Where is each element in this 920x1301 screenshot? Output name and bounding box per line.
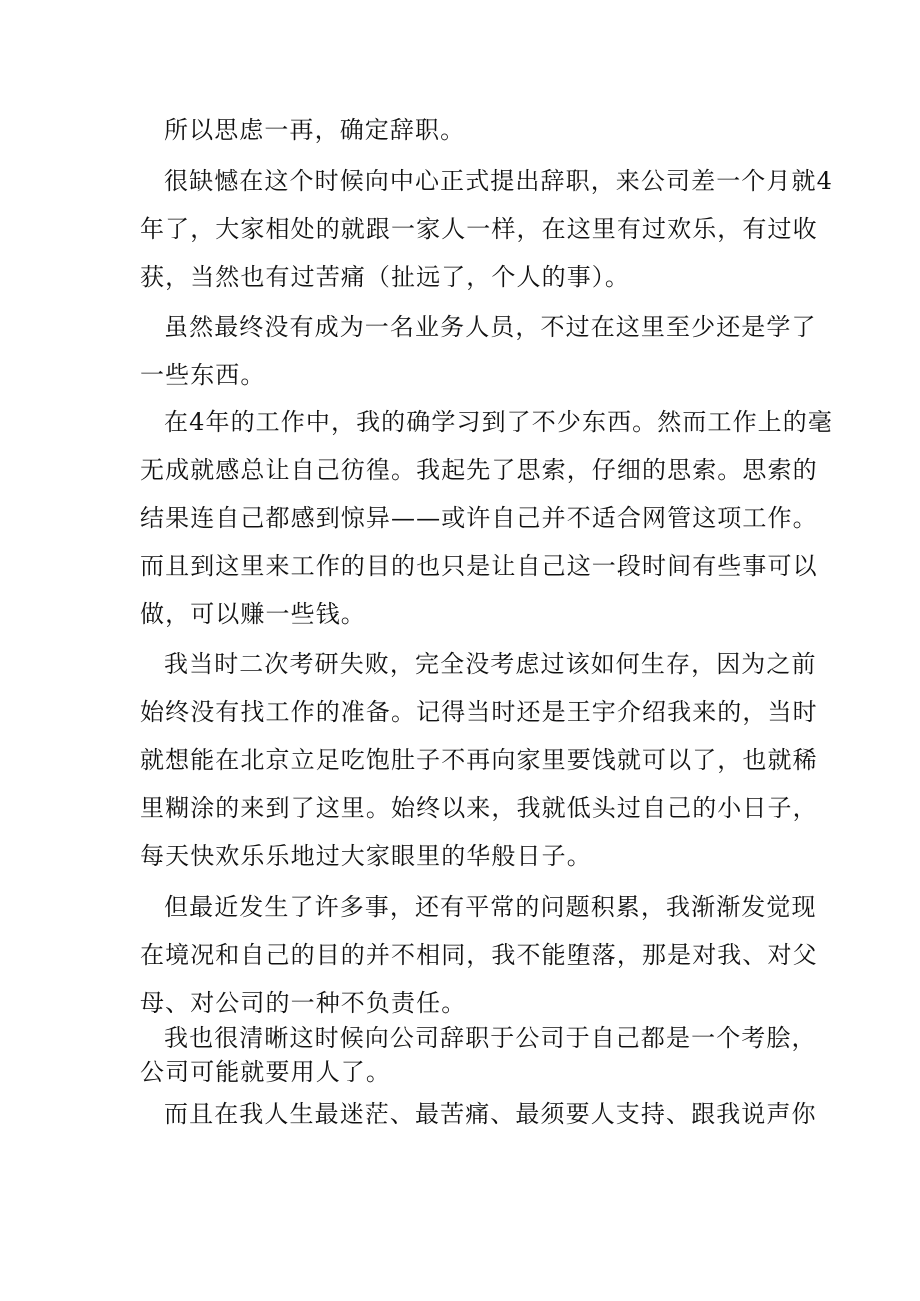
- paragraph-7: [140, 1021, 817, 1089]
- paragraph-5: [140, 640, 818, 880]
- text-line: 做，可以赚一些钱。: [140, 600, 366, 628]
- paragraph-6: [140, 883, 818, 1027]
- paragraph-8: [140, 1090, 817, 1138]
- text-line: 我也很清晰这时候向公司辞职于公司于自己都是一个考脍，: [164, 1024, 817, 1052]
- text-line: 而且到这里来工作的目的也只是让自己这一段时间有些事可以: [140, 552, 818, 580]
- text-line: 获，当然也有过苦痛（扯远了，个人的事）。: [140, 263, 630, 291]
- paragraph-4: [140, 398, 833, 638]
- paragraph-2: [140, 157, 833, 301]
- paragraph-3: [140, 303, 817, 399]
- text-line: 公司可能就要用人了。: [140, 1058, 391, 1086]
- text-line: 年了，大家相处的就跟一家人一样，在这里有过欢乐，有过收: [140, 215, 818, 243]
- text-line: 里糊涂的来到了这里。始终以来，我就低头过自己的小日子，: [140, 794, 818, 822]
- text-line: 就想能在北京立足吃饱肚子不再向家里要饯就可以了，也就稀: [140, 746, 818, 774]
- text-line: 所以思虑一再，确定辞职。: [164, 116, 466, 144]
- text-line: 但最近发生了许多事，还有平常的问题积累，我渐渐发觉现: [164, 893, 817, 921]
- text-line: 而且在我人生最迷茫、最苦痛、最须要人支持、跟我说声你: [164, 1100, 817, 1128]
- text-line: 每天快欢乐乐地过大家眼里的华般日子。: [140, 842, 592, 870]
- text-line: 无成就感总让自己彷徨。我起先了思索，仔细的思索。思索的: [140, 456, 818, 484]
- paragraph-1: [140, 106, 780, 154]
- text-line: 很缺憾在这个时候向中心正式提出辞职，来公司差一个月就4: [164, 167, 833, 195]
- text-line: 始终没有找工作的准备。记得当时还是王宇介绍我来的，当时: [140, 698, 818, 726]
- text-line: 一些东西。: [140, 361, 266, 389]
- text-line: 在境况和自己的目的并不相同，我不能堕落，那是对我、对父: [140, 941, 818, 969]
- text-line: 在4年的工作中，我的确学习到了不少东西。然而工作上的毫: [164, 408, 833, 436]
- text-line: 我当时二次考研失败，完全没考虑过该如何生存，因为之前: [164, 650, 817, 678]
- text-line: 虽然最终没有成为一名业务人员，不过在这里至少还是学了: [164, 313, 817, 341]
- text-line: 母、对公司的一种不负责任。: [140, 989, 467, 1017]
- text-line: 结果连自己都感到惊异——或许自己并不适合网管这项工作。: [140, 504, 818, 532]
